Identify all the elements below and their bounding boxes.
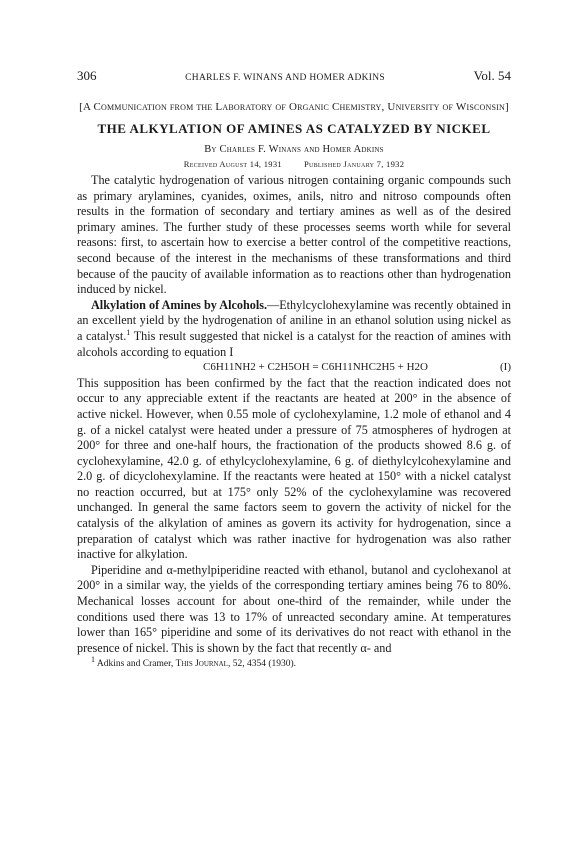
paragraph-3: This supposition has been confirmed by the fact that the reaction indicated does not occur to any appreciable extent if the reactants are heated at 200° in the absence of active nickel. However, when 0.55 mole of cyclohexylamine, 1.2 mole of ethanol and 4 g. of a nickel catalyst were heated under a pressure of 75 atmospheres of hydrogen at 200° for three and one-half hours, the fractionation of the products showed 8.6 g. of cyclohexylamine, 42.0 g. of ethylcyclohexylamine, 6 g. of diethylcylcohexylamine and 2.0 g. of dicyclohexylamine. If the reactants were heated at 150° with a nickel catalyst no reaction occurred, but at 175° only 52% of the cyclohexylamine was recovered unchanged. In general the same factors seem to govern the activity of nickel for the catalysis of the alkylation of amines as govern its activity for hydrogenation, since a preparation of catalyst which was rather inactive for hydrogenation was also rather inactive for alkylation. (77, 375, 511, 562)
running-head (77, 68, 511, 86)
body-text (77, 173, 511, 656)
equation-label: (I) (500, 361, 511, 374)
paragraph-2 (77, 298, 511, 360)
footnote-citation: , 52, 4354 (1930). (227, 659, 297, 670)
paragraph-1: The catalytic hydrogenation of various nitrogen containing organic compounds such as primary arylamines, cyanides, oximes, anils, nitro and nitroso compounds often results in the formation of secondary and tertiary amines as well as of the desired primary amines. The further study of these processes seems worth while for several reasons: first, to ascertain how to exercise a better control of the competitive reactions, second because of the interest in the mechanisms of these transformations and third because of the paucity of available information as to reactions other than hydrogenation induced by nickel. (77, 173, 511, 297)
equation-row (77, 360, 511, 376)
paragraph-2-tail: This result suggested that nickel is a catalyst for the reaction of amines with alcohols according to equation I (77, 328, 511, 359)
page-number: 306 (77, 68, 97, 83)
byline: By Charles F. Winans and Homer Adkins (204, 144, 384, 155)
equation: C6H11NH2 + C2H5OH = C6H11NHC2H5 + H2O (203, 361, 428, 374)
running-head-authors: CHARLES F. WINANS AND HOMER ADKINS (185, 73, 385, 83)
affiliation: [A Communication from the Laboratory of Organic Chemistry, University of Wisconsin] (79, 101, 509, 113)
footnote-ref: 1 (126, 327, 131, 337)
received-date: Received August 14, 1931 (183, 159, 282, 169)
footnote-marker: 1 (91, 655, 95, 665)
footnote (77, 655, 511, 670)
dates (77, 159, 511, 170)
article-title: THE ALKYLATION OF AMINES AS CATALYZED BY NICKEL (97, 121, 491, 136)
footnote-authors: Adkins and Cramer, (95, 659, 176, 670)
section-heading: Alkylation of Amines by Alcohols. (91, 297, 268, 312)
volume-label: Vol. 54 (473, 68, 511, 83)
footnote-journal: This Journal (175, 659, 228, 670)
paragraph-2-text: —Ethylcyclohexylamine was recently obtained in an excellent yield by the hydrogenation of aniline in an ethanol solution using nickel as a catalyst. (77, 297, 511, 343)
published-date: Published January 7, 1932 (303, 159, 405, 169)
paragraph-4: Piperidine and α-methylpiperidine reacted with ethanol, butanol and cyclohexanol at 200° in a similar way, the yields of the corresponding tertiary amines being 76 to 80%. Mechanical losses account for about one-third of the remainder, while under the conditions used there was 13 to 17% of unreacted secondary amine. At temperatures lower than 165° piperidine and some of its derivatives do not react with ethanol in the presence of nickel. This is shown by the fact that recently α- and (77, 562, 511, 655)
